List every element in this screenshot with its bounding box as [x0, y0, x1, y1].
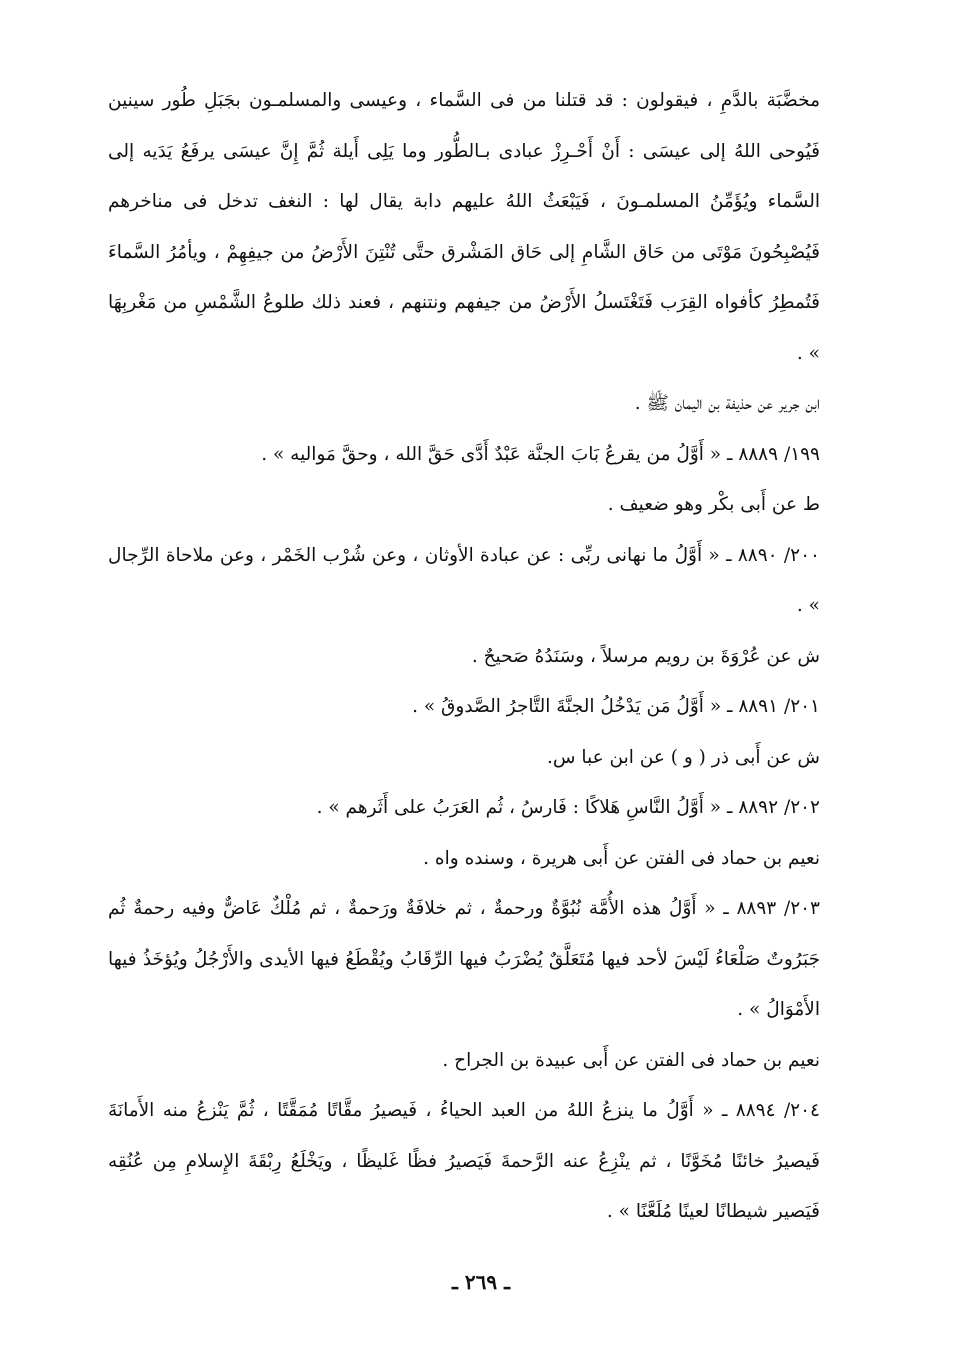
hadith-entry-8894: ٢٠٤/ ٨٨٩٤ ـ « أَوَّلُ ما ينزعُ اللهُ من العبد الحياءُ ، فَيصيرُ مقَّاتًا مُمَقَّتًا ، ثُمَّ يَنْزعُ منه الأَمانَةَ فَيصيرُ خائنًا مُخَوَّنًا ، ثم ينْزِعُ عنه الرَّحمةَ فَيَصيرُ فظًا غَليظًا ، ويَخْلَعُ رِبْقَةَ الإِسلامِ مِن عُنُقِه فَيَصير شيطانًا لعينًا مُلَعَّنًا » . [108, 1100, 820, 1222]
hadith-source: ش عن عُرْوَةَ بن رويم مرسلاً ، وسَنَدُهُ صَحيحٌ . [471, 645, 820, 667]
hadith-source: نعيم بن حماد فى الفتن عن أَبى هريرة ، وسنده واه . [423, 847, 820, 869]
hadith-source: ابن جرير عن حذيفة بن اليمان ﷺ . [634, 393, 820, 414]
hadith-entry-8890: ٢٠٠/ ٨٨٩٠ ـ « أَوَّلُ ما نهانى ربِّى : عن عبادة الأوثان ، وعن شُرْب الخَمْر ، وعن ملاحاة الرِّجال » . [108, 544, 820, 616]
hadith-entry-8889: ١٩٩/ ٨٨٨٩ ـ « أَوَّلُ من يقرعُ بَابَ الجنَّة عَبْدٌ أَدَّى حَقَّ الله ، وحقَّ مَواليه » . [261, 443, 820, 465]
hadith-entry-8891: ٢٠١/ ٨٨٩١ ـ « أَوَّلُ مَن يَدْخُلُ الجنَّةَ التَّاجرُ الصَّدوقُ » . [412, 696, 820, 717]
page-number: ـ ٢٦٩ ـ [452, 1270, 510, 1294]
hadith-source: ط عن أَبى بكْر وهو ضعيف . [607, 494, 820, 515]
hadith-entry-8893: ٢٠٣/ ٨٨٩٣ ـ « أَوَّلُ هذه الأُمَّة نُبُوَّةٌ ورحمةٌ ، ثم خلافَةٌ ورَحمةٌ ، ثم مُلْكٌ عَاضٌّ وفيه رحمةٌ ثُم جَبَرُوتٌ صَلْعَاءُ لَيْسَ لأحد فيها مُتَعَلَّقٌ يُضْرَبُ فيها الرِّقَابُ ويُقْطَعُ فيها الأيدى والأَرْجُلُ ويُؤخَذُ فيها الأَمْوَالُ » . [108, 898, 820, 1020]
hadith-source: نعيم بن حماد فى الفتن عن أَبى عبيدة بن الجراح . [442, 1049, 820, 1071]
hadith-source: ش عن أَبى ذر ( و ) عن ابن عبا س. [547, 746, 820, 768]
hadith-entry-8892: ٢٠٢/ ٨٨٩٢ ـ « أَوَّلُ النَّاسِ هَلاكًا : فَارسُ ، ثُم العَرَبُ على أَثَرهم » . [316, 797, 820, 818]
hadith-continuation: مخضَّبَة بالدَّمِ ، فيقولون : قد قتلنا من فى السَّماء ، وعيسى والمسلمـون بجَبَلِ طُور سينين فَيُوحى اللهُ إلى عيسَى : أَنْ أَحْـرِزْ عبادى بـالطُّور وما يَلِى أَيلة ثُمَّ إِنَّ عيسَى يرفَعُ يَدَيه إلى السَّماء ويُؤَمِّنُ المسلمـونَ ، فَيَبْعَثُ اللهُ عليهم دابة يقال لها : النغف تدخل فى مناخرهم فَيُصْبِحُونَ مَوْتَى من حَاق الشَّامِ إلى حَاق المَشْرق حتَّى تُنْتِنَ الأَرْضُ من جيفِهِمْ ، ويأمُرُ السَّماءَ فَتُمطِرُ كأفواه القِرَب فَتَغْتَسلُ الأَرْضُ من جيفهم ونتنهم ، فعند ذلك طلوعُ الشَّمْسِ من مَغْربِهَا » . [108, 90, 820, 364]
page-body [108, 76, 820, 1238]
